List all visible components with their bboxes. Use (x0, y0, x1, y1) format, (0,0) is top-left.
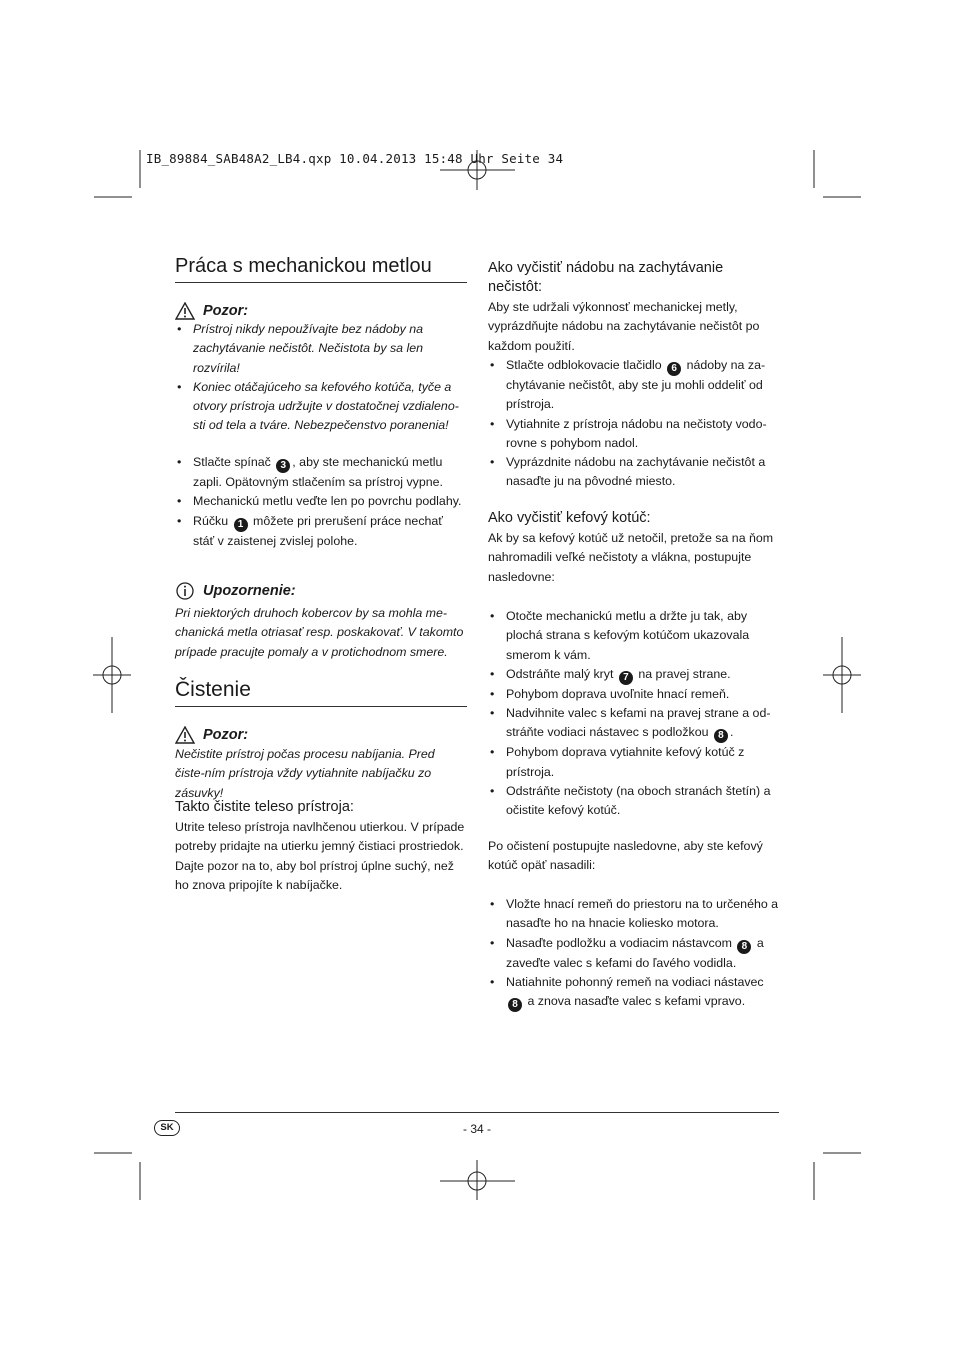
language-badge: SK (154, 1120, 180, 1136)
warning-2 (175, 725, 248, 745)
brush-intro: Ak by sa kefový kotúč už netočil, pretože sa na ňom nahromadili veľké nečistoty a vlákna, postupujte nasledovne: (488, 531, 774, 584)
subheading-dust-container: Ako vyčistiť nádobu na zachytávanie nečistôt: (488, 260, 724, 295)
warning-1 (175, 301, 248, 321)
note-label: Upozornenie: (203, 583, 296, 599)
list-item: • Prístroj nikdy nepoužívajte bez nádoby na zachytávanie nečistôt. Nečistota by sa len rozvírila! (175, 320, 467, 378)
list-item: • Koniec otáčajúceho sa kefového kotúča, tyče a otvory prístroja udržujte v dostatočnej vzdialeno-sti od tela a tváre. Nebezpečenstvo poranenia! (175, 378, 467, 436)
info-icon (175, 582, 195, 600)
dust-container-list (488, 356, 780, 492)
list-item: • Odstráňte nečistoty (na oboch stranách štetín) a očistite kefový kotúč. (488, 782, 780, 821)
number-badge: 8 (737, 940, 751, 954)
list-item: • Nadvihnite valec s kefami na pravej strane a od-stráňte vodiaci nástavec s podložkou 8 . (488, 704, 780, 743)
brush-removal-list (488, 607, 780, 821)
note-text: Pri niektorých druhoch kobercov by sa mohla me-chanická metla otriasať resp. poskakovať. V takomto prípade pracujte pomaly a v protichodnom smere. (175, 606, 464, 659)
list-item: • Vyprázdnite nádobu na zachytávanie nečistôt a nasaďte ju na pôvodné miesto. (488, 453, 780, 492)
reassembly-list (488, 895, 780, 1012)
reassembly-intro: Po očistení postupujte nasledovne, aby ste kefový kotúč opäť nasadili: (488, 839, 763, 873)
number-badge: 3 (276, 459, 290, 473)
note (175, 581, 296, 601)
number-badge: 8 (714, 729, 728, 743)
warning-1-list (175, 320, 467, 436)
list-item: • Natiahnite pohonný remeň na vodiaci nástavec 8 a znova nasaďte valec s kefami vpravo. (488, 973, 780, 1012)
list-item: • Nasaďte podložku a vodiacim nástavcom 8 a zaveďte valec s kefami do ľavého vodidla. (488, 934, 780, 973)
heading-mechanical-sweeper: Práca s mechanickou metlou (175, 254, 467, 283)
warning-2-text: Nečistite prístroj počas procesu nabíjania. Pred čiste-ním prístroja vždy vytiahnite nabíjačku zo zásuvky! (175, 747, 435, 800)
number-badge: 7 (619, 671, 633, 685)
list-item: • Stlačte odblokovacie tlačidlo 6 nádoby na za-chytávanie nečistôt, aby ste ju mohli oddeliť od prístroja. (488, 356, 780, 415)
warning-triangle-icon (175, 726, 195, 744)
list-item: • Vložte hnací remeň do priestoru na to určeného a nasaďte ho na hnacie koliesko motora. (488, 895, 780, 934)
list-item: • Mechanickú metlu veďte len po povrchu podlahy. (175, 492, 467, 511)
warning-2-label: Pozor: (203, 727, 249, 743)
number-badge: 8 (508, 998, 522, 1012)
list-item: • Vytiahnite z prístroja nádobu na nečistoty vodo-rovne s pohybom nadol. (488, 415, 780, 454)
warning-1-label: Pozor: (203, 303, 249, 319)
list-item: • Odstráňte malý kryt 7 na pravej strane. (488, 665, 780, 685)
list-item: • Otočte mechanickú metlu a držte ju tak, aby plochá strana s kefovým kotúčom ukazovala smerom k vám. (488, 607, 780, 665)
list-item: • Rúčku 1 môžete pri prerušení práce nechať stáť v zaistenej zvislej polohe. (175, 512, 467, 551)
page-number: - 34 - (462, 1122, 491, 1136)
number-badge: 6 (667, 362, 681, 376)
warning-triangle-icon (175, 302, 195, 320)
list-item: • Pohybom doprava vytiahnite kefový kotúč z prístroja. (488, 743, 780, 782)
body-cleaning-text: Utrite teleso prístroja navlhčenou utierkou. V prípade potreby pridajte na utierku jemný čistiaci prostriedok. Dajte pozor na to, aby bol prístroj úplne suchý, než ho znova pripojíte k nabíjačke. (175, 820, 465, 892)
list-item: • Stlačte spínač 3 , aby ste mechanickú metlu zapli. Opätovným stlačením sa prístroj vypne. (175, 453, 467, 492)
subheading-brush: Ako vyčistiť kefový kotúč: (488, 510, 651, 526)
number-badge: 1 (234, 518, 248, 532)
footer-rule (175, 1112, 779, 1113)
print-slug: IB_89884_SAB48A2_LB4.qxp 10.04.2013 15:48 Uhr Seite 34 (146, 151, 564, 166)
usage-list (175, 453, 467, 551)
subheading-body: Takto čistite teleso prístroja: (175, 799, 354, 815)
dust-container-intro: Aby ste udržali výkonnosť mechanickej metly, vyprázdňujte nádobu na zachytávanie nečistôt po každom použití. (488, 300, 760, 353)
list-item: • Pohybom doprava uvoľnite hnací remeň. (488, 685, 780, 704)
heading-cleaning: Čistenie (175, 678, 467, 707)
